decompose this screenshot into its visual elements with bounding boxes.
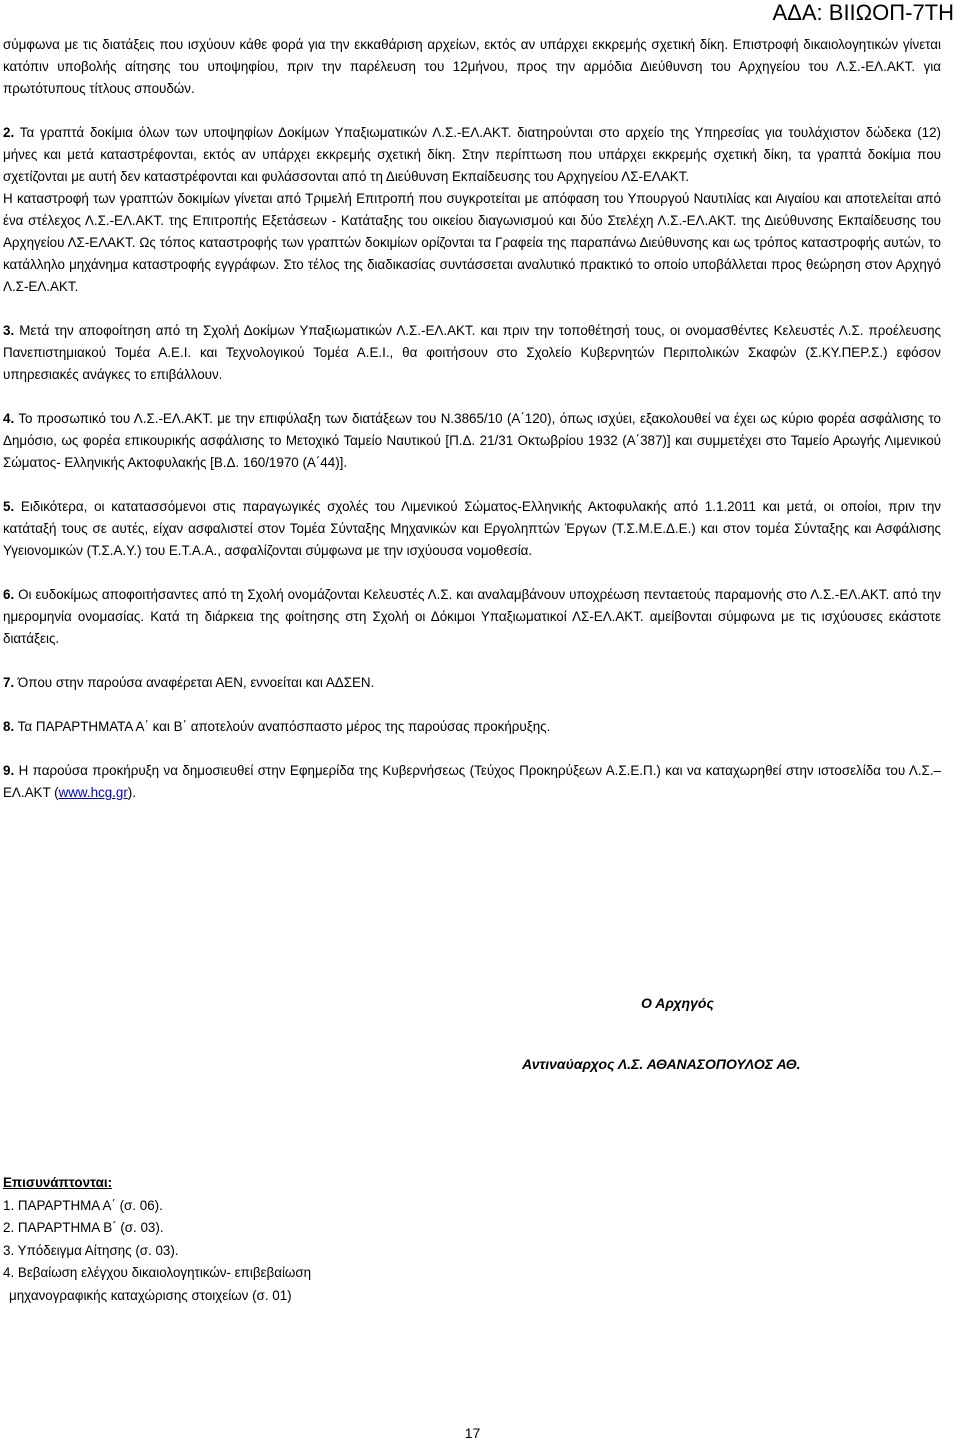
section-text: Ειδικότερα, οι κατατασσόμενοι στις παραγωγικές σχολές του Λιμενικού Σώματος-Ελληνικής Ακτοφυλακής από 1.1.2011 και μετά, οι οποίοι, πριν την κατάταξή τους σε αυτές, είχαν ασφαλιστεί στον Τομέα Σύνταξης Μηχανικών και Εργοληπτών Έργων (Τ.Σ.Μ.Ε.Δ.Ε.) και στον τομέα Σύνταξης και Ασφάλισης Υγειονομικών (Τ.Σ.Α.Υ.) του Ε.Τ.Α.Α., ασφαλίζονται σύμφωνα με την ισχύουσα νομοθεσία. xyxy=(3,499,941,558)
section-number: 5. xyxy=(3,499,15,514)
section-number: 9. xyxy=(3,763,15,778)
section-2-paragraph xyxy=(3,122,941,188)
section-number: 3. xyxy=(3,323,15,338)
section-number: 8. xyxy=(3,719,15,734)
enclosure-item: 3. Υπόδειγμα Αίτησης (σ. 03). xyxy=(3,1242,179,1258)
section-number: 6. xyxy=(3,587,15,602)
section-text: Η παρούσα προκήρυξη να δημοσιευθεί στην Εφημερίδα της Κυβερνήσεως (Τεύχος Προκηρύξεων Α.Σ.Ε.Π.) και να καταχωρηθεί στην ιστοσελίδα του Λ.Σ.– ΕΛ.ΑΚΤ ( xyxy=(3,763,941,800)
section-text: Το προσωπικό του Λ.Σ.-ΕΛ.ΑΚΤ. με την επιφύλαξη των διατάξεων του Ν.3865/10 (Α΄120), όπως ισχύει, εξακολουθεί να έχει ως κύριο φορέα ασφάλισης το Δημόσιο, ως φορέα επικουρικής ασφάλισης το Μετοχικό Ταμείο Ναυτικού [Π.Δ. 21/31 Οκτωβρίου 1932 (Α΄387)] και συμμετέχει στο Ταμείο Αρωγής Λιμενικού Σώματος- Ελληνικής Ακτοφυλακής [Β.Δ. 160/1970 (Α΄44)]. xyxy=(3,411,942,470)
section-text: Οι ευδοκίμως αποφοιτήσαντες από τη Σχολή ονομάζονται Κελευστές Λ.Σ. και αναλαμβάνουν υποχρέωση πενταετούς παραμονής στο Λ.Σ.-ΕΛ.ΑΚΤ. από την ημερομηνία ονομασίας. Κατά τη διάρκεια της φοίτησης στη Σχολή οι Δόκιμοι Υπαξιωματικοί ΛΣ-ΕΛ.ΑΚΤ. αμείβονται σύμφωνα με τις ισχύουσες εκάστοτε διατάξεις. xyxy=(3,587,941,646)
section-number: 4. xyxy=(3,411,15,426)
section-text: Τα γραπτά δοκίμια όλων των υποψηφίων Δοκίμων Υπαξιωματικών Λ.Σ.-ΕΛ.ΑΚΤ. διατηρούνται στο αρχείο της Υπηρεσίας για τουλάχιστον δώδεκα (12) μήνες και μετά καταστρέφονται, εκτός αν υπάρχει εκκρεμής σχετική δίκη. Στην περίπτωση που υπάρχει εκκρεμής σχετική δίκη, τα γραπτά δοκίμια που σχετίζονται με αυτή δεν καταστρέφονται και φυλάσσονται από τη Διεύθυνση Εκπαίδευσης του Αρχηγείου ΛΣ-ΕΛΑΚΤ. xyxy=(3,125,942,184)
section-3-paragraph xyxy=(3,320,941,386)
enclosures-list xyxy=(3,1172,311,1307)
section-8-paragraph xyxy=(3,716,941,738)
section-5-paragraph xyxy=(3,496,941,562)
section-number: 7. xyxy=(3,675,15,690)
intro-paragraph: σύμφωνα με τις διατάξεις που ισχύουν κάθε φορά για την εκκαθάριση αρχείων, εκτός αν υπάρχει εκκρεμής σχετική δίκη. Επιστροφή δικαιολογητικών γίνεται κατόπιν υποβολής αίτησης του υποψηφίου, πριν την παρέλευση του 12μήνου, προς την αρμόδια Διεύθυνση του Αρχηγείου του Λ.Σ.-ΕΛ.ΑΚΤ. για πρωτότυπους τίτλους σπουδών. xyxy=(3,37,941,96)
enclosure-item-continuation: μηχανογραφικής καταχώρισης στοιχείων (σ. 01) xyxy=(9,1287,292,1303)
website-link[interactable]: www.hcg.gr xyxy=(58,785,128,800)
enclosure-item: 1. ΠΑΡΑΡΤΗΜΑ Α΄ (σ. 06). xyxy=(3,1197,163,1213)
section-text: Μετά την αποφοίτηση από τη Σχολή Δοκίμων Υπαξιωματικών Λ.Σ.-ΕΛ.ΑΚΤ. και πριν την τοποθέτησή τους, οι ονομασθέντες Κελευστές Λ.Σ. προέλευσης Πανεπιστημιακού Τομέα Α.Ε.Ι. και Τεχνολογικού Τομέα Α.Ε.Ι., θα φοιτήσουν στο Σχολείο Κυβερνητών Περιπολικών Σκαφών (Σ.ΚΥ.ΠΕΡ.Σ.) εφόσον υπηρεσιακές ανάγκες το επιβάλλουν. xyxy=(3,323,941,382)
enclosures-title: Επισυνάπτονται: xyxy=(3,1175,113,1190)
section-number: 2. xyxy=(3,125,15,140)
enclosure-item: 2. ΠΑΡΑΡΤΗΜΑ Β΄ (σ. 03). xyxy=(3,1220,164,1235)
enclosure-item: 4. Βεβαίωση ελέγχου δικαιολογητικών- επιβεβαίωση xyxy=(3,1265,312,1280)
section-6-paragraph xyxy=(3,584,941,650)
section-9-paragraph xyxy=(3,760,941,804)
section-text: Τα ΠΑΡΑΡΤΗΜΑΤΑ Α΄ και Β΄ αποτελούν αναπόσπαστο μέρος της παρούσας προκήρυξης. xyxy=(17,719,551,734)
signature-role: Ο Αρχηγός xyxy=(641,995,714,1011)
section-7-paragraph xyxy=(3,672,941,694)
page-number: 17 xyxy=(464,1425,481,1441)
document-body xyxy=(3,34,941,804)
section-text-end: ). xyxy=(127,785,136,800)
section-2-paragraph-b: Η καταστροφή των γραπτών δοκιμίων γίνεται από Τριμελή Επιτροπή που συγκροτείται με απόφαση του Υπουργού Ναυτιλίας και Αιγαίου και αποτελείται από ένα στέλεχος Λ.Σ.-ΕΛ.ΑΚΤ. της Επιτροπής Εξετάσεων - Κατάταξης του οικείου διαγωνισμού και δύο Στελέχη Λ.Σ.-ΕΛ.ΑΚΤ. της Διεύθυνσης Εκπαίδευσης του Αρχηγείου ΛΣ-ΕΛΑΚΤ. Ως τόπος καταστροφής των γραπτών δοκιμίων ορίζονται τα Γραφεία της παραπάνω Διεύθυνσης και ως τρόπος καταστροφής αυτών, το κατάλληλο μηχάνημα καταστροφής εγγράφων. Στο τέλος της διαδικασίας συντάσσεται αναλυτικό πρακτικό το οποίο υποβάλλεται προς θεώρηση στον Αρχηγό Λ.Σ-ΕΛ.ΑΚΤ. xyxy=(3,191,941,294)
ada-code-header: ΑΔΑ: ΒΙΙΩΟΠ-7ΤΗ xyxy=(772,0,954,25)
section-text: Όπου στην παρούσα αναφέρεται ΑΕΝ, εννοείται και ΑΔΣΕΝ. xyxy=(17,675,375,690)
signature-name: Αντιναύαρχος Λ.Σ. ΑΘΑΝΑΣΟΠΟΥΛΟΣ ΑΘ. xyxy=(522,1056,801,1072)
section-4-paragraph xyxy=(3,408,941,474)
